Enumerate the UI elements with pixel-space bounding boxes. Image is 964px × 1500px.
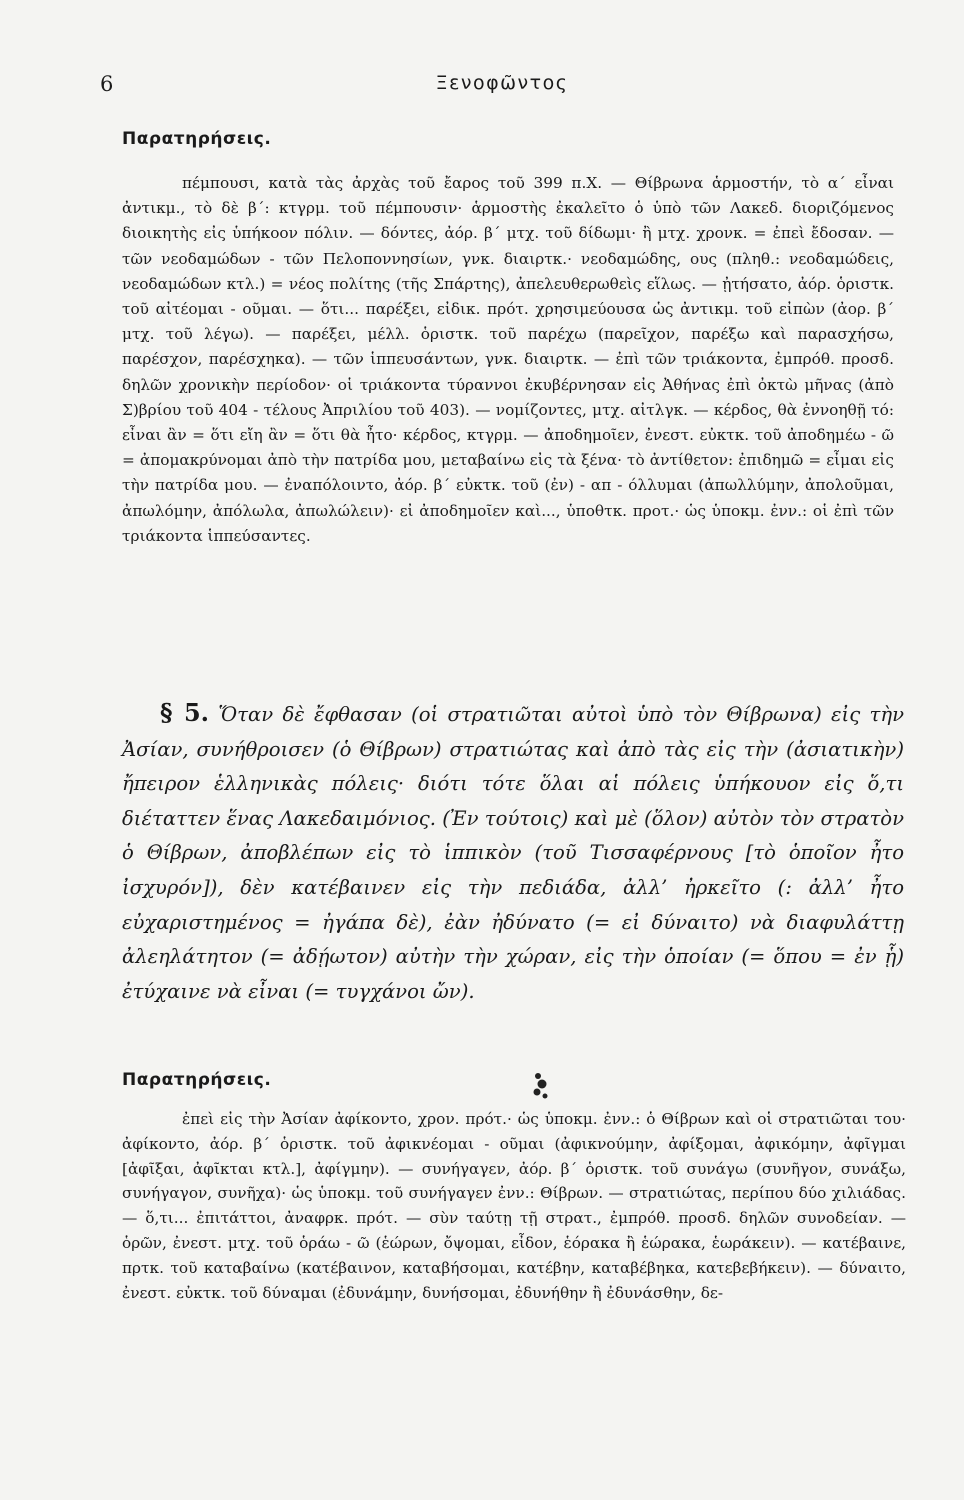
notes-block-1 [122,171,894,549]
section-number: § 5. [160,698,210,727]
translation-text [122,696,904,1009]
notes-text-1: πέμπουσι, κατὰ τὰς ἀρχὰς τοῦ ἔαρος τοῦ 399 π.Χ. — Θίβρωνα ἁρμοστήν, τὸ α΄ εἶναι ἀντικμ., τὸ δὲ β΄: κτγρμ. τοῦ πέμπουσιν· ἁρμοστὴς ἐκαλεῖτο ὁ ὑπὸ τῶν Λακεδ. διοριζόμενος διοικητὴς εἰς ὑπήκοον πόλιν. — δόντες, ἀόρ. β΄ μτχ. τοῦ δίδωμι· ἢ μτχ. χρονκ. = ἐπεὶ ἔδοσαν. — τῶν νεοδαμώδων - τῶν Πελοποννησίων, γνκ. διαιρτκ.· νεοδαμώδης, ους (πληθ.: νεοδαμώδεις, νεοδαμώδων κτλ.) = νέος πολίτης (τῆς Σπάρτης), ἀπελευθερωθεὶς εἵλως. — ᾐτήσατο, ἀόρ. ὁριστκ. τοῦ αἰτέομαι - οῦμαι. — ὅτι... παρέξει, εἰδικ. πρότ. χρησιμεύουσα ὡς ἀντικμ. τοῦ εἰπὼν (ἀορ. β΄ μτχ. τοῦ λέγω). — παρέξει, μέλλ. ὁριστκ. τοῦ παρέχω (παρεῖχον, παρέξω καὶ παρασχήσω, παρέσχον, παρέσχηκα). — τῶν ἱππευσάντων, γνκ. διαιρτκ. — ἐπὶ τῶν τριάκοντα, ἐμπρόθ. προσδ. δηλῶν χρονικὴν περίοδον· οἱ τριάκοντα τύραννοι ἐκυβέρνησαν εἰς Ἀθήνας ἐπὶ ὀκτὼ μῆνας (ἀπὸ Σ)βρίου τοῦ 404 - τέλους Ἀπριλίου τοῦ 403). — νομίζοντες, μτχ. αἰτλγκ. — κέρδος, θὰ ἐννοηθῇ τό: εἶναι ἂν = ὅτι εἴη ἂν = ὅτι θὰ ἦτο· κέρδος, κτγρμ. — ἀποδημοῖεν, ἐνεστ. εὐκτκ. τοῦ ἀποδημέω - ῶ = ἀπομακρύνομαι ἀπὸ τὴν πατρίδα μου, μεταβαίνω εἰς τὰ ξένα· τὸ ἀντίθετον: ἐπιδημῶ = εἶμαι εἰς τὴν πατρίδα μου. — ἐναπόλοιντο, ἀόρ. β΄ εὐκτκ. τοῦ (ἐν) - απ - όλλυμαι (ἀπωλλύμην, ἀπολοῦμαι, ἀπωλόμην, ἀπόλωλα, ἀπωλώλειν)· εἰ ἀποδημοῖεν καὶ..., ὑποθτκ. προτ.· ὡς ὑποκμ. ἐνν.: οἱ ἐπὶ τῶν τριάκοντα ἱππεύσαντες. [122,174,894,545]
translation-section-5 [122,696,904,1009]
page-number: 6 [100,72,114,96]
notes-block-2 [122,1107,906,1305]
running-title: Ξενοφῶντος [435,72,569,94]
translation-body: Ὅταν δὲ ἔφθασαν (οἱ στρατιῶται αὐτοὶ ὑπὸ τὸν Θίβρωνα) εἰς τὴν Ἀσίαν, συνήθροισεν (ὁ Θίβρων) στρατιώτας καὶ ἀπὸ τὰς εἰς τὴν (ἀσιατικὴν) ἤπειρον ἑλληνικὰς πόλεις· διότι τότε ὅλαι αἱ πόλεις ὑπήκουον εἰς ὅ,τι διέταττεν ἕνας Λακεδαιμόνιος. (Ἐν τούτοις) καὶ μὲ (ὅλον) αὐτὸν τὸν στρατὸν ὁ Θίβρων, ἀποβλέπων εἰς τὸ ἱππικὸν (τοῦ Τισσαφέρνους [τὸ ὁποῖον ἦτο ἰσχυρόν]), δὲν κατέβαινεν εἰς τὴν πεδιάδα, ἀλλ’ ἠρκεῖτο (: ἀλλ’ ἦτο εὐχαριστημένος = ἠγάπα δὲ), ἐὰν ἠδύνατο (= εἰ δύναιτο) νὰ διαφυλάττῃ ἀλεηλάτητον (= ἀδῄωτον) αὐτὴν τὴν χώραν, εἰς τὴν ὁποίαν (= ὅπου = ἐν ᾗ) ἐτύχαινε νὰ εἶναι (= τυγχάνοι ὤν). [122,703,904,1003]
notes-heading-2: Παρατηρήσεις. [122,1070,272,1090]
notes-heading-1: Παρατηρήσεις. [122,129,272,149]
ink-blot-mark [528,1068,552,1102]
notes-text-2: ἐπεὶ εἰς τὴν Ἀσίαν ἀφίκοντο, χρον. πρότ.· ὡς ὑποκμ. ἐνν.: ὁ Θίβρων καὶ οἱ στρατιῶται του· ἀφίκοντο, ἀόρ. β΄ ὁριστκ. τοῦ ἀφικνέομαι - οῦμαι (ἀφικνούμην, ἀφίξομαι, ἀφικόμην, ἀφῖγμαι [ἀφῖξαι, ἀφῖκται κτλ.], ἀφίγμην). — συνήγαγεν, ἀόρ. β΄ ὁριστκ. τοῦ συνάγω (συνῆγον, συνάξω, συνήγαγον, συνῆχα)· ὡς ὑποκμ. τοῦ συνήγαγεν ἐνν.: Θίβρων. — στρατιώτας, περίπου δύο χιλιάδας. — ὅ,τι... ἐπιτάττοι, ἀναφρκ. πρότ. — σὺν ταύτῃ τῇ στρατ., ἐμπρόθ. προσδ. δηλῶν συνοδείαν. — ὁρῶν, ἐνεστ. μτχ. τοῦ ὁράω - ῶ (ἑώρων, ὄψομαι, εἶδον, ἑόρακα ἢ ἑώρακα, ἑωράκειν). — κατέβαινε, πρτκ. τοῦ καταβαίνω (κατέβαινον, καταβήσομαι, κατέβην, καταβέβηκα, κατεβεβήκειν). — δύναιτο, ἐνεστ. εὐκτκ. τοῦ δύναμαι (ἐδυνάμην, δυνήσομαι, ἐδυνήθην ἢ ἐδυνάσθην, δε- [122,1110,906,1302]
running-header [100,72,904,102]
